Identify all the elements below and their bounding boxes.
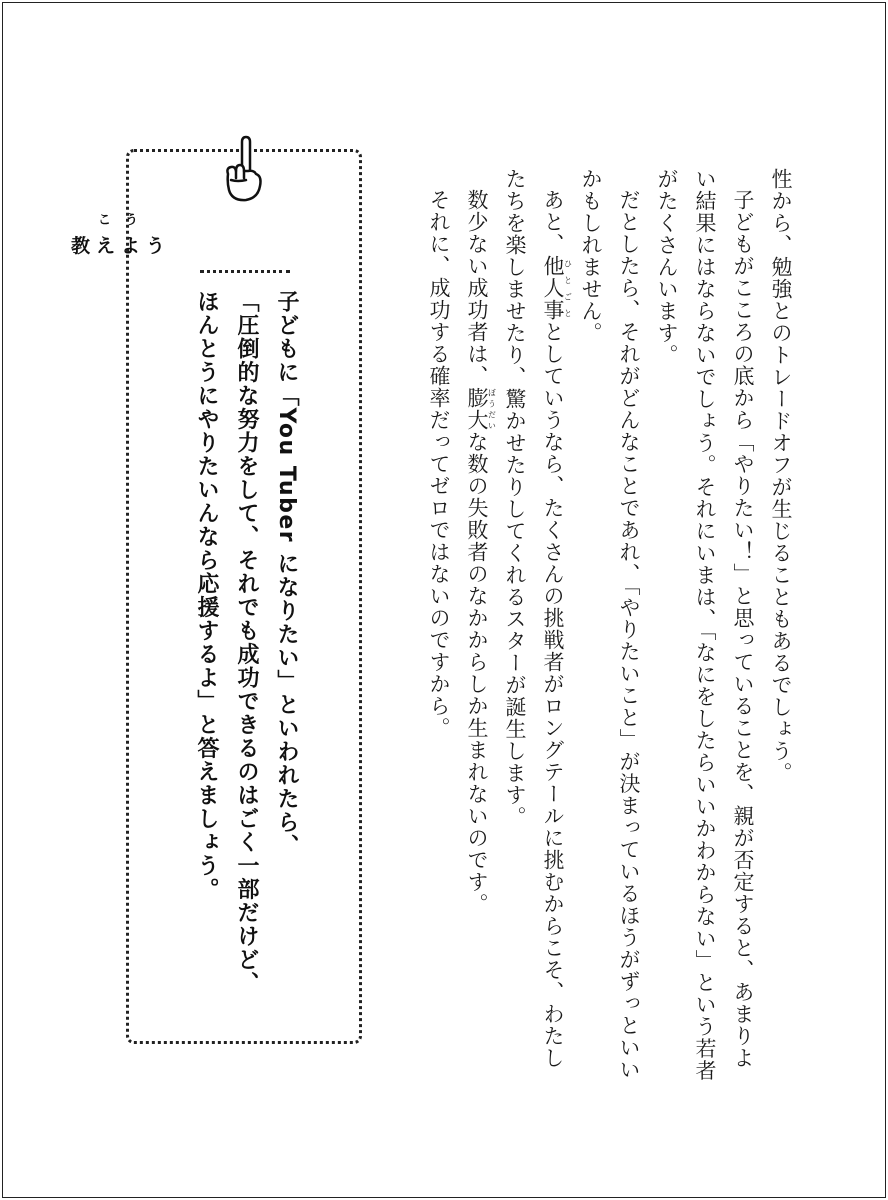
body-text [400,168,800,1088]
body-paragraph-5 [458,168,496,1088]
ruby-reading: ひとごと [563,255,573,321]
body-paragraph-4-after: としていうなら、たくさんの挑戦者がロングテールに挑むからこそ、わたしたちを楽しませたり、驚かせたりしてくれるスターが誕生します。 [503,168,565,1069]
body-paragraph-1: 性から、勉強とのトレードオフが生じることもあるでしょう。 [769,168,793,784]
callout-divider [200,270,290,273]
body-paragraph-5-after: な数の失敗者のなかからしか生まれないのです。 [465,431,489,915]
ruby-base: 他人事 [541,255,565,321]
callout-title-kana: こう [97,213,152,228]
body-paragraph-6: それに、成功する確率だってゼロではないのですから。 [427,189,451,739]
body-paragraph-3: だとしたら、それがどんなことであれ、「やりたいこと」が決まっているほうがずっといいかもしれません。 [579,168,641,1081]
ruby-boudai [465,387,497,431]
ruby-tanin-goto [541,255,573,321]
callout-line-2: 「圧倒的な努力をして、それでも成功できるのはごく一部だけど、 [234,290,259,995]
pointing-hand-icon [218,134,270,204]
ruby-base: 膨大 [465,387,489,431]
body-paragraph-5-before: 数少ない成功者は、 [465,189,489,387]
callout-line-3: ほんとうにやりたいんなら応援するよ」と答えましょう。 [194,290,219,901]
callout-line-1: 子どもに「You Tuber になりたい」といわれたら、 [274,290,299,858]
callout-text [186,290,306,1010]
callout-title: 教えよう [70,235,171,257]
body-paragraph-4 [496,168,572,1088]
ruby-reading: ぼうだい [487,387,497,431]
body-paragraph-2: 子どもがこころの底から「やりたい！」と思っていることを、親が否定すると、あまりよい結果にはならないでしょう。それにいまは、「なにをしたらいいかわからない」という若者がたくさんいます。 [655,168,755,1082]
body-paragraph-4-before: あと、 [541,189,565,255]
